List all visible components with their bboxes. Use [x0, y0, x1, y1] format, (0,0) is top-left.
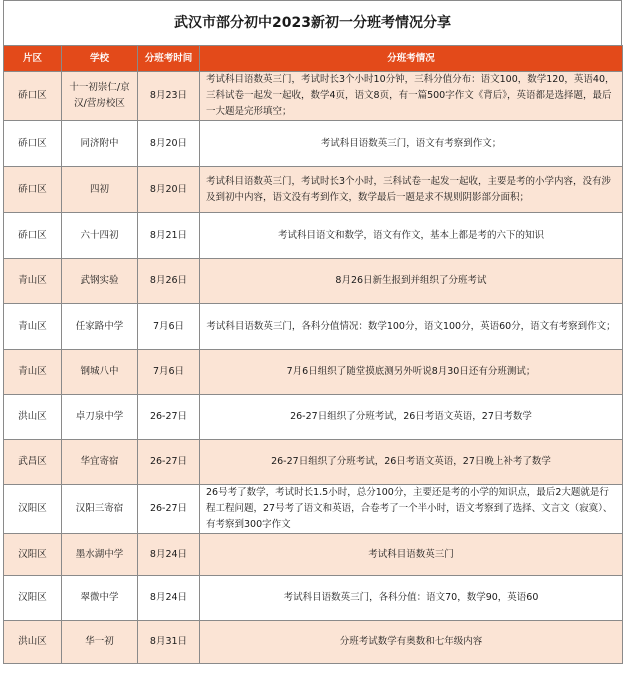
- cell-district: 青山区: [4, 259, 62, 304]
- cell-info: 考试科目语数英三门，考试时长3个小时，三科试卷一起发一起收，主要是考的小学内容，没有涉及到初中内容，语文没有考到作文，数学最后一题是求不规则阴影部分面积；: [200, 167, 623, 213]
- cell-date: 8月24日: [138, 534, 200, 576]
- table-row: [4, 440, 623, 485]
- cell-district: 青山区: [4, 304, 62, 350]
- cell-district: 洪山区: [4, 621, 62, 664]
- cell-school: 同济附中: [62, 121, 138, 167]
- cell-date: 7月6日: [138, 304, 200, 350]
- cell-info: 26号考了数学，考试时长1.5小时，总分100分，主要还是考的小学的知识点，最后2大题就是行程工程问题，27号考了语文和英语，合卷考了一个半小时，语文考察到了选择、文言文（寂寞）、有考察到300字作文: [200, 485, 623, 534]
- cell-district: 硚口区: [4, 213, 62, 259]
- cell-school: 钢城八中: [62, 350, 138, 395]
- cell-info: 分班考试数学有奥数和七年级内容: [200, 621, 623, 664]
- table-row: [4, 621, 623, 664]
- cell-date: 8月20日: [138, 167, 200, 213]
- cell-info: 考试科目语数英三门，各科分值：语文70，数学90，英语60: [200, 576, 623, 621]
- table-row: [4, 485, 623, 534]
- cell-date: 8月23日: [138, 72, 200, 121]
- cell-info: 考试科目语数英三门: [200, 534, 623, 576]
- cell-date: 7月6日: [138, 350, 200, 395]
- cell-district: 硚口区: [4, 121, 62, 167]
- cell-school: 十一初崇仁/京汉/营房校区: [62, 72, 138, 121]
- cell-district: 汉阳区: [4, 485, 62, 534]
- cell-date: 8月20日: [138, 121, 200, 167]
- cell-info: 考试科目语数英三门，各科分值情况：数学100分，语文100分，英语60分，语文有考察到作文；: [200, 304, 623, 350]
- table-row: [4, 350, 623, 395]
- cell-district: 武昌区: [4, 440, 62, 485]
- cell-district: 洪山区: [4, 395, 62, 440]
- table-row: [4, 213, 623, 259]
- cell-school: 武钢实验: [62, 259, 138, 304]
- cell-info: 考试科目语数英三门，语文有考察到作文；: [200, 121, 623, 167]
- cell-district: 汉阳区: [4, 576, 62, 621]
- page-title: 武汉市部分初中2023新初一分班考情况分享: [3, 0, 622, 45]
- table-body: [4, 72, 623, 664]
- table-row: [4, 395, 623, 440]
- cell-date: 26-27日: [138, 440, 200, 485]
- cell-info: 考试科目语文和数学，语文有作文，基本上都是考的六下的知识: [200, 213, 623, 259]
- cell-school: 翠微中学: [62, 576, 138, 621]
- header-school: 学校: [62, 46, 138, 72]
- table-row: [4, 72, 623, 121]
- cell-district: 硚口区: [4, 167, 62, 213]
- cell-date: 8月31日: [138, 621, 200, 664]
- table-row: [4, 534, 623, 576]
- cell-date: 26-27日: [138, 485, 200, 534]
- exam-table: [3, 45, 623, 664]
- cell-info: 26-27日组织了分班考试，26日考语文英语，27日晚上补考了数学: [200, 440, 623, 485]
- cell-info: 7月6日组织了随堂摸底测另外听说8月30日还有分班测试；: [200, 350, 623, 395]
- header-info: 分班考情况: [200, 46, 623, 72]
- cell-school: 华一初: [62, 621, 138, 664]
- cell-date: 8月26日: [138, 259, 200, 304]
- table-row: [4, 121, 623, 167]
- header-date: 分班考时间: [138, 46, 200, 72]
- table-row: [4, 167, 623, 213]
- cell-district: 硚口区: [4, 72, 62, 121]
- table-row: [4, 304, 623, 350]
- cell-info: 26-27日组织了分班考试，26日考语文英语，27日考数学: [200, 395, 623, 440]
- header-row: [4, 46, 623, 72]
- cell-school: 墨水湖中学: [62, 534, 138, 576]
- cell-date: 8月21日: [138, 213, 200, 259]
- cell-school: 卓刀泉中学: [62, 395, 138, 440]
- cell-school: 六十四初: [62, 213, 138, 259]
- cell-info: 8月26日新生报到并组织了分班考试: [200, 259, 623, 304]
- cell-date: 8月24日: [138, 576, 200, 621]
- cell-school: 华宜寄宿: [62, 440, 138, 485]
- cell-school: 汉阳三寄宿: [62, 485, 138, 534]
- cell-district: 汉阳区: [4, 534, 62, 576]
- cell-district: 青山区: [4, 350, 62, 395]
- header-district: 片区: [4, 46, 62, 72]
- table-row: [4, 259, 623, 304]
- cell-info: 考试科目语数英三门，考试时长3个小时10分钟，三科分值分布：语文100，数学120，英语40，三科试卷一起发一起收，数学4页，语文8页，有一篇500字作文《背后》，英语都是选择题，最后一大题是完形填空；: [200, 72, 623, 121]
- cell-school: 任家路中学: [62, 304, 138, 350]
- cell-school: 四初: [62, 167, 138, 213]
- table-row: [4, 576, 623, 621]
- cell-date: 26-27日: [138, 395, 200, 440]
